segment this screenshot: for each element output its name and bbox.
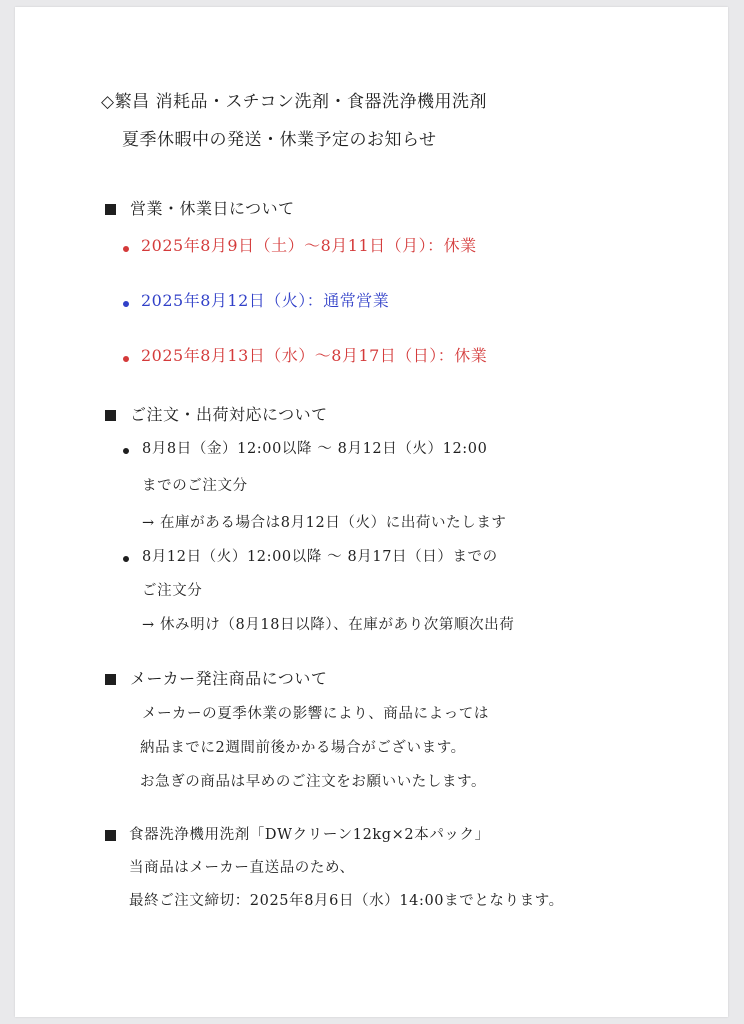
section-bullet-square-icon: [105, 674, 116, 685]
title-line-2: 夏季休暇中の発送・休業予定のお知らせ: [122, 130, 437, 150]
section-bullet-square-icon: [105, 410, 116, 421]
maker-note-line-1: メーカーの夏季休業の影響により、商品によっては: [142, 706, 490, 722]
section-heading-business-days: 営業・休業日について: [130, 199, 295, 218]
section-heading-orders: ご注文・出荷対応について: [130, 405, 328, 424]
product-note-line-2: 最終ご注文締切：2025年8月6日（水）14:00までとなります。: [129, 893, 564, 909]
black-bullet-icon: [123, 448, 129, 454]
black-bullet-icon: [123, 556, 129, 562]
section-heading-maker-orders: メーカー発注商品について: [130, 669, 328, 688]
section-bullet-square-icon: [105, 204, 116, 215]
title-line-1: ◇繁昌 消耗品・スチコン洗剤・食器洗浄機用洗剤: [101, 92, 487, 112]
order-item-1-line-2: までのご注文分: [142, 478, 248, 494]
order-item-2-line-3: → 休み明け（8月18日以降）、在庫があり次第順次出荷: [142, 617, 515, 633]
section-heading-product: 食器洗浄機用洗剤「DWクリーン12kg×2本パック」: [129, 827, 490, 843]
maker-note-line-3: お急ぎの商品は早めのご注文をお願いいたします。: [140, 774, 487, 790]
blue-bullet-icon: [123, 301, 129, 307]
business-day-item: 2025年8月12日（火）：通常営業: [141, 291, 390, 310]
order-item-2-line-1: 8月12日（火）12:00以降 〜 8月17日（日）までの: [142, 549, 498, 565]
notice-page: [15, 7, 728, 1017]
red-bullet-icon: [123, 246, 129, 252]
order-item-1-line-1: 8月8日（金）12:00以降 〜 8月12日（火）12:00: [142, 441, 488, 457]
holiday-item-2: 2025年8月13日（水）〜8月17日（日）：休業: [141, 346, 488, 365]
holiday-item-1: 2025年8月9日（土）〜8月11日（月）：休業: [141, 236, 477, 255]
section-bullet-square-icon: [105, 830, 116, 841]
order-item-1-line-3: → 在庫がある場合は8月12日（火）に出荷いたします: [142, 515, 507, 531]
order-item-2-line-2: ご注文分: [142, 583, 203, 599]
product-note-line-1: 当商品はメーカー直送品のため、: [129, 860, 355, 876]
maker-note-line-2: 納品までに2週間前後かかる場合がございます。: [140, 740, 466, 756]
red-bullet-icon: [123, 356, 129, 362]
